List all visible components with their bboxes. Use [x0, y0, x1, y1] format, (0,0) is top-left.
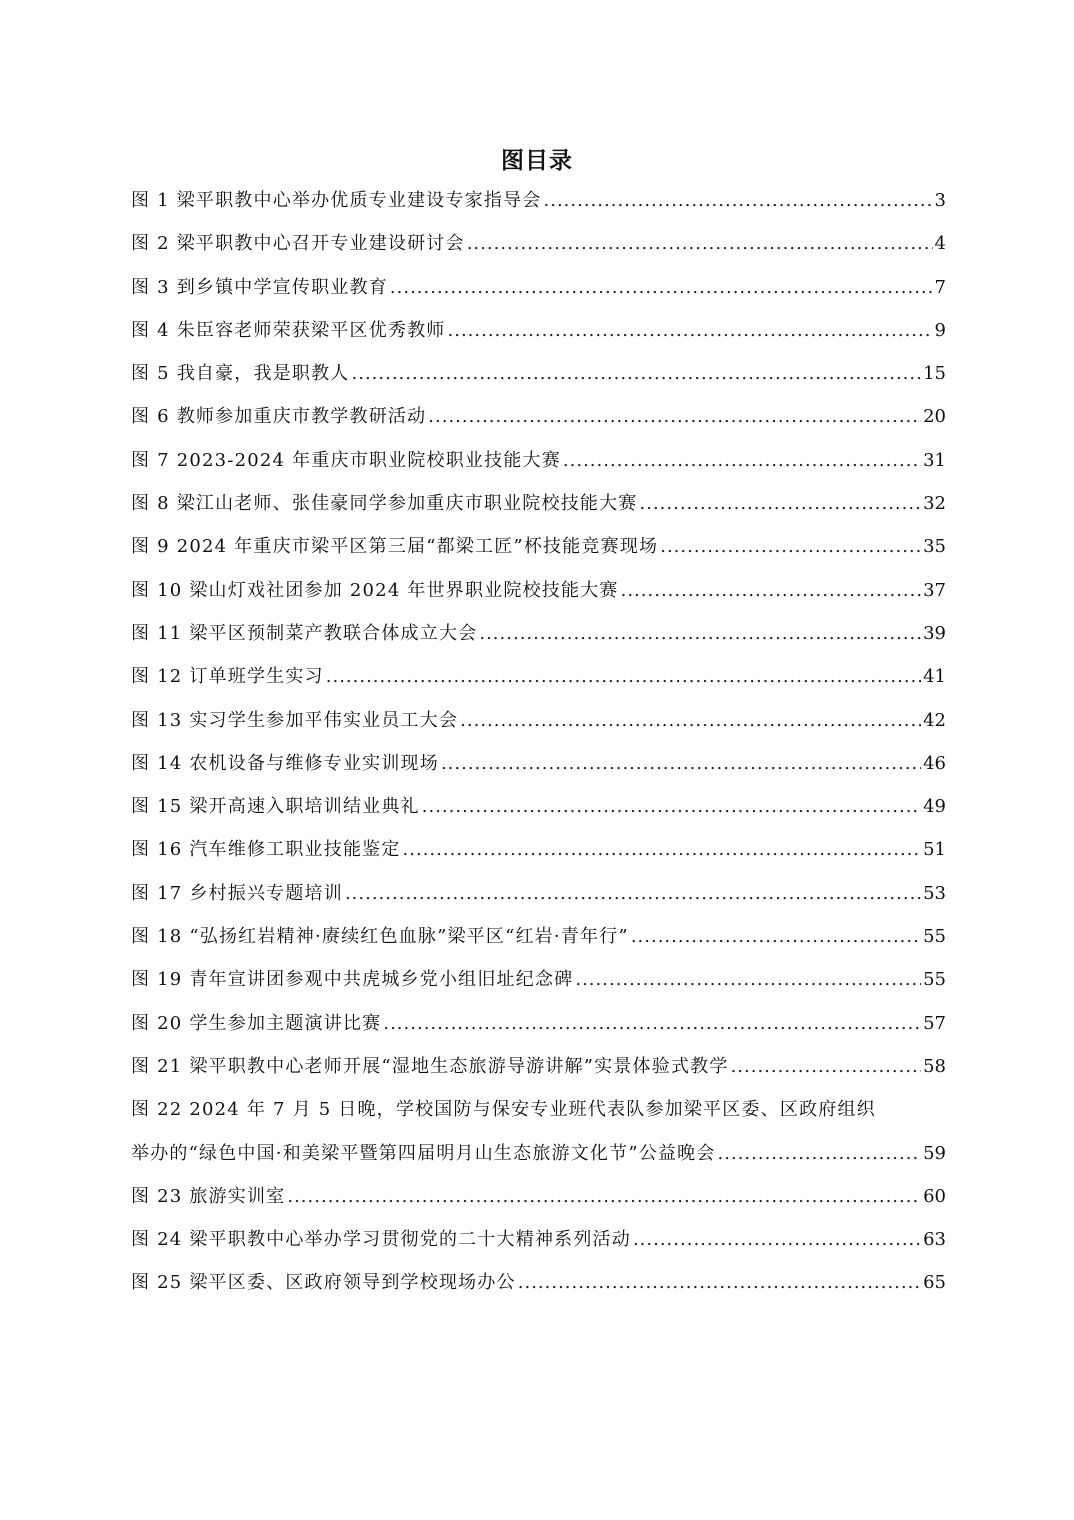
toc-entry-page: 39	[923, 622, 946, 644]
toc-entry-23[interactable]	[131, 1182, 946, 1225]
toc-entry-page: 20	[923, 406, 946, 428]
toc-entry-label: 图 24 梁平职教中心举办学习贯彻党的二十大精神系列活动	[131, 1229, 631, 1251]
toc-entry-page: 32	[923, 493, 946, 515]
leader-dots	[422, 796, 921, 817]
toc-entry-label: 图 13 实习学生参加平伟实业员工大会	[131, 709, 459, 731]
leader-dots	[390, 277, 933, 298]
toc-entry-4[interactable]	[131, 316, 946, 359]
leader-dots	[479, 623, 921, 644]
toc-entry-14[interactable]	[131, 749, 946, 792]
leader-dots	[640, 493, 922, 514]
leader-dots	[563, 450, 921, 471]
toc-entry-8[interactable]	[131, 489, 946, 532]
toc-entry-label: 图 15 梁开高速入职培训结业典礼	[131, 796, 420, 818]
toc-entry-label: 图 16 汽车维修工职业技能鉴定	[131, 839, 401, 861]
toc-entry-22[interactable]	[131, 1095, 946, 1182]
toc-entry-5[interactable]	[131, 359, 946, 402]
toc-entry-label: 图 1 梁平职教中心举办优质专业建设专家指导会	[131, 190, 542, 211]
toc-entry-15[interactable]	[131, 792, 946, 835]
figure-toc	[131, 186, 946, 1312]
leader-dots	[326, 666, 921, 687]
toc-entry-page: 51	[923, 839, 946, 861]
leader-dots	[460, 710, 921, 731]
toc-entry-1[interactable]	[131, 186, 946, 229]
toc-entry-page: 65	[923, 1272, 946, 1294]
leader-dots	[731, 1056, 922, 1077]
toc-entry-3[interactable]	[131, 273, 946, 316]
toc-entry-9[interactable]	[131, 532, 946, 575]
toc-entry-label: 图 2 梁平职教中心召开专业建设研讨会	[131, 233, 465, 255]
toc-entry-page: 42	[923, 709, 946, 731]
toc-entry-page: 53	[923, 882, 946, 904]
leader-dots	[403, 839, 922, 860]
toc-entry-page: 37	[923, 579, 946, 601]
toc-entry-page: 60	[923, 1185, 946, 1207]
leader-dots	[383, 1013, 921, 1034]
toc-entry-19[interactable]	[131, 965, 946, 1008]
leader-dots	[660, 536, 921, 557]
toc-entry-page: 41	[923, 666, 946, 688]
toc-entry-label: 图 6 教师参加重庆市教学教研活动	[131, 406, 427, 428]
toc-entry-13[interactable]	[131, 706, 946, 749]
toc-entry-label: 图 12 订单班学生实习	[131, 666, 324, 688]
toc-entry-25[interactable]	[131, 1268, 946, 1311]
toc-entry-page: 58	[923, 1055, 946, 1077]
toc-entry-page: 63	[923, 1229, 946, 1251]
toc-entry-18[interactable]	[131, 922, 946, 965]
leader-dots	[441, 753, 921, 774]
toc-entry-label: 图 20 学生参加主题演讲比赛	[131, 1012, 382, 1034]
toc-entry-20[interactable]	[131, 1009, 946, 1052]
leader-dots	[575, 969, 921, 990]
toc-entry-page: 55	[923, 926, 946, 948]
toc-entry-label: 图 4 朱臣容老师荣获梁平区优秀教师	[131, 319, 446, 341]
toc-entry-10[interactable]	[131, 576, 946, 619]
toc-entry-21[interactable]	[131, 1052, 946, 1095]
toc-entry-label-line1: 图 22 2024 年 7 月 5 日晚，学校国防与保安专业班代表队参加梁平区委、区政府组织	[131, 1099, 876, 1121]
toc-entry-label: 图 21 梁平职教中心老师开展“湿地生态旅游导游讲解”实景体验式教学	[131, 1055, 729, 1077]
toc-entry-label: 图 17 乡村振兴专题培训	[131, 882, 343, 904]
toc-entry-label: 图 18 “弘扬红岩精神·赓续红色血脉”梁平区“红岩·青年行”	[131, 926, 629, 948]
leader-dots	[633, 1229, 921, 1250]
toc-entry-page: 57	[923, 1012, 946, 1034]
toc-entry-16[interactable]	[131, 835, 946, 878]
toc-entry-page: 59	[923, 1142, 946, 1164]
page-title: 图目录	[501, 147, 573, 174]
toc-entry-page: 9	[934, 319, 946, 341]
toc-entry-6[interactable]	[131, 402, 946, 445]
toc-entry-label: 图 8 梁江山老师、张佳豪同学参加重庆市职业院校技能大赛	[131, 493, 638, 515]
toc-entry-label: 图 23 旅游实训室	[131, 1185, 286, 1207]
toc-entry-label: 图 7 2023-2024 年重庆市职业院校职业技能大赛	[131, 449, 561, 471]
leader-dots	[718, 1143, 922, 1164]
toc-entry-12[interactable]	[131, 662, 946, 705]
leader-dots	[448, 320, 933, 341]
toc-entry-label: 图 10 梁山灯戏社团参加 2024 年世界职业院校技能大赛	[131, 579, 619, 601]
toc-entry-24[interactable]	[131, 1225, 946, 1268]
leader-dots	[467, 233, 933, 254]
leader-dots	[631, 926, 921, 947]
toc-entry-label: 图 11 梁平区预制菜产教联合体成立大会	[131, 622, 478, 644]
leader-dots	[352, 363, 922, 384]
toc-entry-page: 15	[923, 363, 946, 385]
toc-entry-page: 31	[923, 449, 946, 471]
toc-entry-label: 图 9 2024 年重庆市梁平区第三届“都梁工匠”杯技能竞赛现场	[131, 536, 659, 558]
toc-entry-page: 3	[934, 190, 946, 211]
toc-entry-page: 4	[934, 233, 946, 255]
toc-entry-label: 图 25 梁平区委、区政府领导到学校现场办公	[131, 1272, 516, 1294]
toc-entry-label: 图 19 青年宣讲团参观中共虎城乡党小组旧址纪念碑	[131, 969, 574, 991]
toc-entry-page: 55	[923, 969, 946, 991]
toc-entry-label-line2: 举办的“绿色中国·和美梁平暨第四届明月山生态旅游文化节”公益晚会	[131, 1142, 716, 1164]
toc-entry-label: 图 14 农机设备与维修专业实训现场	[131, 752, 439, 774]
toc-entry-page: 49	[923, 796, 946, 818]
toc-entry-page: 35	[923, 536, 946, 558]
leader-dots	[518, 1272, 921, 1293]
toc-entry-label: 图 5 我自豪，我是职教人	[131, 363, 350, 385]
leader-dots	[345, 883, 921, 904]
toc-entry-label: 图 3 到乡镇中学宣传职业教育	[131, 276, 388, 298]
toc-entry-7[interactable]	[131, 446, 946, 489]
toc-entry-17[interactable]	[131, 879, 946, 922]
leader-dots	[621, 580, 921, 601]
toc-entry-page: 7	[934, 276, 946, 298]
leader-dots	[287, 1186, 921, 1207]
leader-dots	[428, 406, 921, 427]
toc-entry-page: 46	[923, 752, 946, 774]
toc-entry-11[interactable]	[131, 619, 946, 662]
leader-dots	[544, 190, 933, 211]
toc-entry-2[interactable]	[131, 229, 946, 272]
